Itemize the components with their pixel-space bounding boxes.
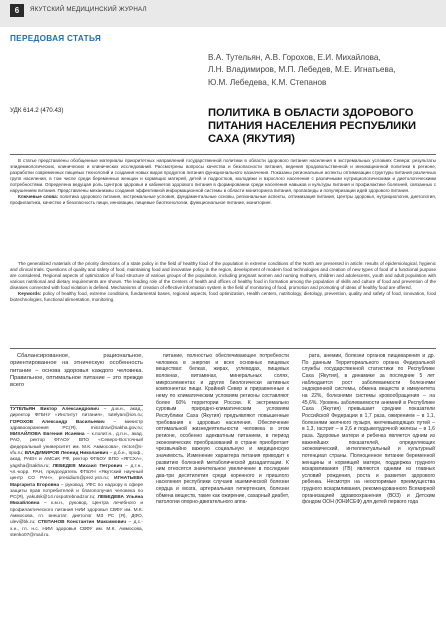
page-number: 6 bbox=[10, 4, 24, 17]
author-info-text: – д.б.н., проф., акад. РАЕН и АМСиК РФ, ректор ФГБОУ ВПО «ЯГСХА», yagsha@sakha.ru; bbox=[10, 451, 143, 469]
author-info-text: – к.м.н., руковод. Центра лечебного и профилактического питания НИИ здоровья СВФУ им. М.К. Аммосова, гл. внештат. диетолог МЗ РС (Я), ДФО, ulev@bk.ru; bbox=[10, 501, 143, 526]
udc-code: УДК 614.2 (470.43) bbox=[10, 107, 64, 114]
body-column-2 bbox=[156, 353, 289, 506]
author-info-text: – руковод. УФС по надзору в сфере защиты прав потребителей и благополучия человека по РС(Я), yakutsk@14.rospotrebnadzor.ru; bbox=[10, 482, 143, 501]
keywords-ru-text: политика здорового питания, экстремальные условия, фундаментальные основы, региональные аспекты, оптимизация питания, Центры здоровья, нутрициология, диетология, профилактика, качество и безопасность пищи, инновации, пищевые биотехнологии, функциональное питание, мониторинг. bbox=[10, 194, 436, 206]
body-paragraph: питание, полностью обеспечивающее потребности человека в энергии и всех основных пищевых веществах: белках, жирах, углеводах, пищевых волокнах, витаминах, минеральных солях, микроэлементах и других биологически активных компонентах пищи. Крайний Север и приравненные к нему по климатическим условиям регионы составляют более 60% территории России. К экстремально суровым природно-климатическим условиям Республики Саха (Якутия) предъявляют повышенные требования к здоровью населения. Обеспечение оптимальной жизнедеятельности человека в этом регионе, особенно адекватным питанием, в период экономических преобразований в стране приобретает чрезвычайно важную социальную и медицинскую значимость. Изменение характера питания приводит к развитию болезней метаболической дизадаптации. К ним относятся значительное увеличение в последние два-три десятилетия среди коренного и пришлого населения республики случаев ишемической болезни сердца и мозга, артериальная гипертензия, болезни обмена веществ, такие как ожирение, сахарный диабет, патологии опорно-двигательного аппа- bbox=[156, 353, 289, 506]
author-line: В.А. Тутельян, А.В. Горохов, Е.И. Михайлова, bbox=[208, 53, 381, 62]
author-line: Ю.М. Лебедева, К.М. Степанов bbox=[208, 77, 327, 87]
divider bbox=[10, 348, 436, 349]
author-info-text: – министр здравоохранения РС(Я), minzdrav@sakha.gov.ru; bbox=[10, 419, 143, 431]
body-column-3 bbox=[302, 353, 435, 506]
section-heading: ПЕРЕДОВАЯ СТАТЬЯ bbox=[10, 34, 102, 43]
author-info-name: ГОРОХОВ Александр Васильевич bbox=[10, 419, 105, 425]
author-info-name: ЛЕБЕДЕВА Ульяна Михайловна bbox=[10, 495, 143, 507]
author-line: Л.Н. Владимиров, М.П. Лебедев, М.Е. Игнатьева, bbox=[208, 65, 396, 75]
keywords-ru bbox=[10, 194, 436, 206]
abstract-english bbox=[10, 261, 436, 303]
author-info-text: – д.с.-х.н., гл. н.с. НИИ здоровья СВФУ им. М.К. Аммосова, stenko07@mail.ru. bbox=[10, 520, 143, 538]
author-list bbox=[208, 52, 436, 89]
author-info-name: СТЕПАНОВ Константин Максимович bbox=[37, 520, 127, 526]
author-info-text: – д.т.н., чл.-корр. РАН, председатель ФГБУН «Якутский научный центр СО РАН», presidium@prez.ysn.ru; bbox=[10, 463, 143, 482]
author-info-name: ЛЕБЕДЕВ Михаил Петрович bbox=[52, 463, 123, 469]
abstract-en-text: The generalized materials of the priority directions of a state policy in the field of healthy food of the population in extreme conditions of the North are presented in article: results of epidemiological, hygienic and clinical trials. Questions of quality and safety of food, maintaining food and innovative policy in the region, development of modern food technologies and creation of new types of food of a functional purpose are considered. Regional aspects of optimization of food structure of various groups of the population, including pregnant women and nursing mothers, children and adolescents, youth and adult population with various nutritional and dietary requirements are shown. The leading role of the Centers of health and offices of healthy food in formation among the population of skills and culture of food and prevention of the diseases connected with food violation is defined. Mechanisms of creation of effective information system in the field of monitoring of food, promotion and promoting of ideas of healthy food are offered. bbox=[10, 261, 436, 291]
author-info-item bbox=[10, 407, 143, 418]
journal-name: ЯКУТСКИЙ МЕДИЦИНСКИЙ ЖУРНАЛ bbox=[30, 6, 147, 13]
author-info-name: ВЛАДИМИРОВ Леонид Николаевич bbox=[24, 451, 109, 457]
author-info-name: ИГНАТЬЕВА Маргарита Егоровна bbox=[10, 476, 143, 488]
abstract-russian bbox=[10, 158, 436, 206]
author-info-name: МИХАЙЛОВА Евгения Исаевна bbox=[10, 432, 85, 438]
divider bbox=[10, 154, 436, 155]
author-info-name: ТУТЕЛЬЯН Виктор Александрович bbox=[10, 407, 99, 412]
body-lead-paragraph: Сбалансированное, рациональное, ориентированное на этническую особенность питание – основа здоровья каждого человека. Правильное, оптимальное питание – это прежде всего bbox=[10, 353, 143, 388]
body-column-1 bbox=[10, 353, 143, 389]
keywords-en-label: Keywords: bbox=[18, 291, 42, 297]
author-info-item bbox=[10, 420, 143, 431]
author-info-text: – к.полит.н., д.п.н., акад. РАО, ректор ФГАОУ ВПО «Северо-Восточный федеральный университет им. М.К. Аммосова», rector@s-vfu.ru; bbox=[10, 432, 144, 457]
author-affiliations bbox=[10, 407, 143, 539]
author-info-divider bbox=[10, 405, 143, 406]
journal-header-bar bbox=[0, 0, 446, 27]
abstract-ru-text: В статье представлены обобщенные материалы приоритетных направлений государственной политики в области здорового питания населения в экстремальных условиях Севера: результаты эпидемиологических, клинических и клинических исследований. Рассмотрены вопросы качества и безопасности питания, ведения продовольственной и инновационной политики в регионе, разработки современных пищевых технологий и создания новых видов продуктов питания функционального назначения. Показаны региональные аспекты оптимизации структуры питания различных групп населения, в том числе среди беременных женщин и кормящих матерей, детей и подростков, молодежи и взрослого населения с различными нутрициологическими и диетологическими потребностями. Определена ведущая роль Центров здоровья и кабинетов здорового питания в формировании среди населения навыков и культуры питания и профилактике болезней, связанных с нарушением питания. Представлены механизмы создания эффективной информационной системы в области мониторинга питания, пропаганды и популяризации идей здорового питания. bbox=[10, 158, 436, 194]
body-paragraph: рата, анемии, болезни органов пищеварения и др. По данным Территориального органа Федеральной службы государственной статистики по Республике Саха (Якутия), в динамике за последние 5 лет наблюдается рост заболеваемости болезнями эндокринной системы, обмена веществ и иммунитета на 22%, болезнями системы кровообращения – на 45,6%. Уровень заболеваемости анемией в Республике Саха (Якутия) превышает средние показатели Российской Федерации в 1,7 раза, ожирением – в 1,1, болезнями желчного пузыря, желчевыводящих путей – в 1,3, гастрит – в 2,6 и подъжелудочной железы – в 1,6 раза. Здоровье матери и ребенка является одним из важнейших показателей, определяющих экономический, интеллектуальный и культурный потенциал страны. Полноценное питание беременной женщины и кормящей матери, поддержка грудного вскармливания (ГВ) являются одними из главных условий рождения, роста и развития здорового ребенка. Несмотря на неоспоримые преимущества грудного вскармливания, рекомендованного Всемирной организацией здравоохранения (ВОЗ) и Детским фондом ООН (ЮНИСЕФ) для детей первого года bbox=[302, 353, 435, 506]
keywords-ru-label: Ключевые слова: bbox=[18, 194, 59, 200]
keywords-en bbox=[10, 291, 436, 303]
article-title: ПОЛИТИКА В ОБЛАСТИ ЗДОРОВОГО ПИТАНИЯ НАСЕЛЕНИЯ РЕСПУБЛИКИ САХА (ЯКУТИЯ) bbox=[208, 107, 417, 146]
keywords-en-text: policy of healthy food, extreme conditions, fundamental bases, regional aspects, food optimization, Health centers, nutritiology, dietology, prevention, quality and safety of food, innovation, food biotechnologies, functional alimentation, monitoring. bbox=[10, 291, 437, 303]
author-info-text: – д.м.н., акад., директор ФГБНУ «Институт питания», tutelyan@ion.ru; bbox=[10, 407, 143, 419]
